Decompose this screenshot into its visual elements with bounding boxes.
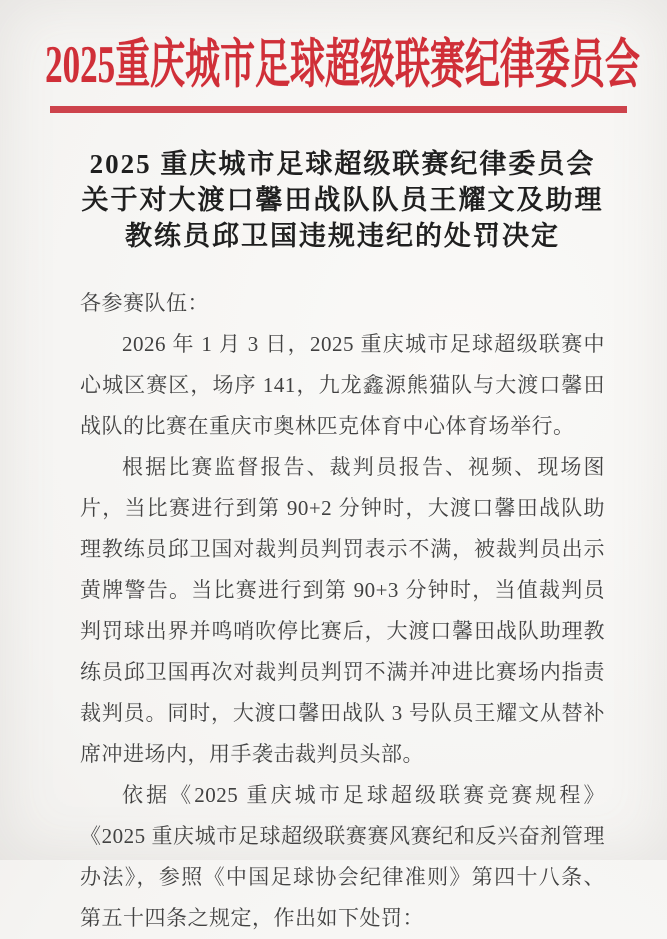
letterhead-banner <box>45 26 640 94</box>
salutation: 各参赛队伍： <box>80 291 209 315</box>
body-paragraph: 2026 年 1 月 3 日，2025 重庆城市足球超级联赛中心城区赛区，场序 141，九龙鑫源熊猫队与大渡口馨田战队的比赛在重庆市奥林匹克体育中心体育场举行。 <box>80 332 605 438</box>
body-paragraph: 依据《2025 重庆城市足球超级联赛竞赛规程》《2025 重庆城市足球超级联赛赛风赛纪和反兴奋剂管理办法》，参照《中国足球协会纪律准则》第四十八条、第五十四条之规定，作出如下处罚： <box>80 783 605 930</box>
document-title-line-3: 教练员邱卫国违规违纪的处罚决定 <box>125 221 560 251</box>
letterhead-title: 2025重庆城市足球超级联赛纪律委员会 <box>45 36 640 94</box>
document-title-line-2: 关于对大渡口馨田战队队员王耀文及助理 <box>81 185 604 215</box>
letterhead-divider <box>50 106 627 113</box>
document-body <box>80 283 605 939</box>
document-title-line-1: 2025 重庆城市足球超级联赛纪律委员会 <box>89 149 596 179</box>
document-title <box>80 146 605 254</box>
body-paragraph: 根据比赛监督报告、裁判员报告、视频、现场图片，当比赛进行到第 90+2 分钟时，大渡口馨田战队助理教练员邱卫国对裁判员判罚表示不满，被裁判员出示黄牌警告。当比赛进行到第 90+3 分钟时，当值裁判员判罚球出界并鸣哨吹停比赛后，大渡口馨田战队助理教练员邱卫国再次对裁判员判罚不满并冲进比赛场内指责裁判员。同时，大渡口馨田战队 3 号队员王耀文从替补席冲进场内，用手袭击裁判员头部。 <box>80 455 605 766</box>
